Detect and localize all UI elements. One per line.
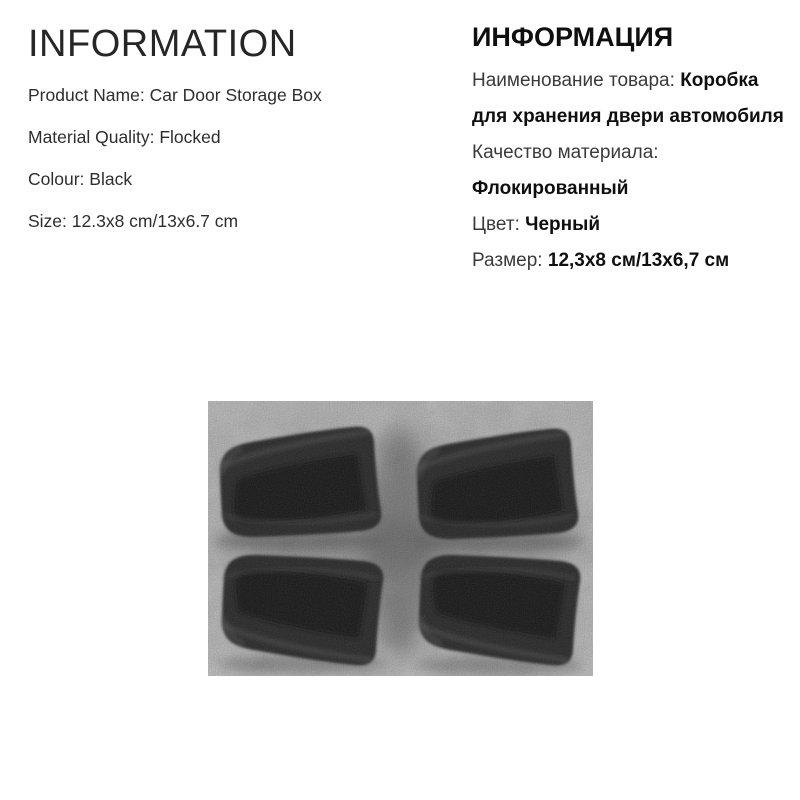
spec-label: Наименование товара: [472,70,675,91]
product-photo-image [208,401,593,676]
spec-line-material [28,116,458,158]
spec-line-ru-name-2 [472,99,800,135]
spec-label: Цвет: [472,214,520,235]
spec-value: Black [89,168,133,189]
info-section-ru [472,22,800,279]
spec-value: для хранения двери автомобиля [472,106,784,127]
spec-list-ru [472,63,800,279]
spec-label: Product Name: [28,84,145,105]
product-photo [208,401,593,676]
spec-label: Size: [28,210,67,231]
spec-line-ru-material-2 [472,171,800,207]
spec-line-colour [28,158,458,200]
spec-line-size [28,200,458,242]
spec-line-ru-name-1 [472,63,800,99]
spec-value: 12.3x8 cm/13x6.7 cm [71,210,239,231]
spec-value: Флокированный [472,178,629,199]
spec-line-product-name [28,74,458,116]
spec-value: Черный [525,214,601,235]
spec-list-en [28,74,458,242]
photo-grain-overlay [208,401,593,676]
spec-value: Car Door Storage Box [149,84,322,105]
spec-label: Material Quality: [28,126,155,147]
spec-label: Качество материала: [472,142,659,163]
info-title-en: INFORMATION [28,23,297,65]
spec-label: Colour: [28,168,85,189]
spec-value: Коробка [680,70,759,91]
spec-line-ru-size [472,243,800,279]
info-title-ru: ИНФОРМАЦИЯ [472,22,674,52]
spec-line-ru-colour [472,207,800,243]
spec-value: 12,3х8 см/13х6,7 см [547,250,730,271]
spec-line-ru-material-1 [472,135,800,171]
spec-label: Размер: [472,250,543,271]
info-section-en [28,24,458,242]
spec-value: Flocked [159,126,221,147]
